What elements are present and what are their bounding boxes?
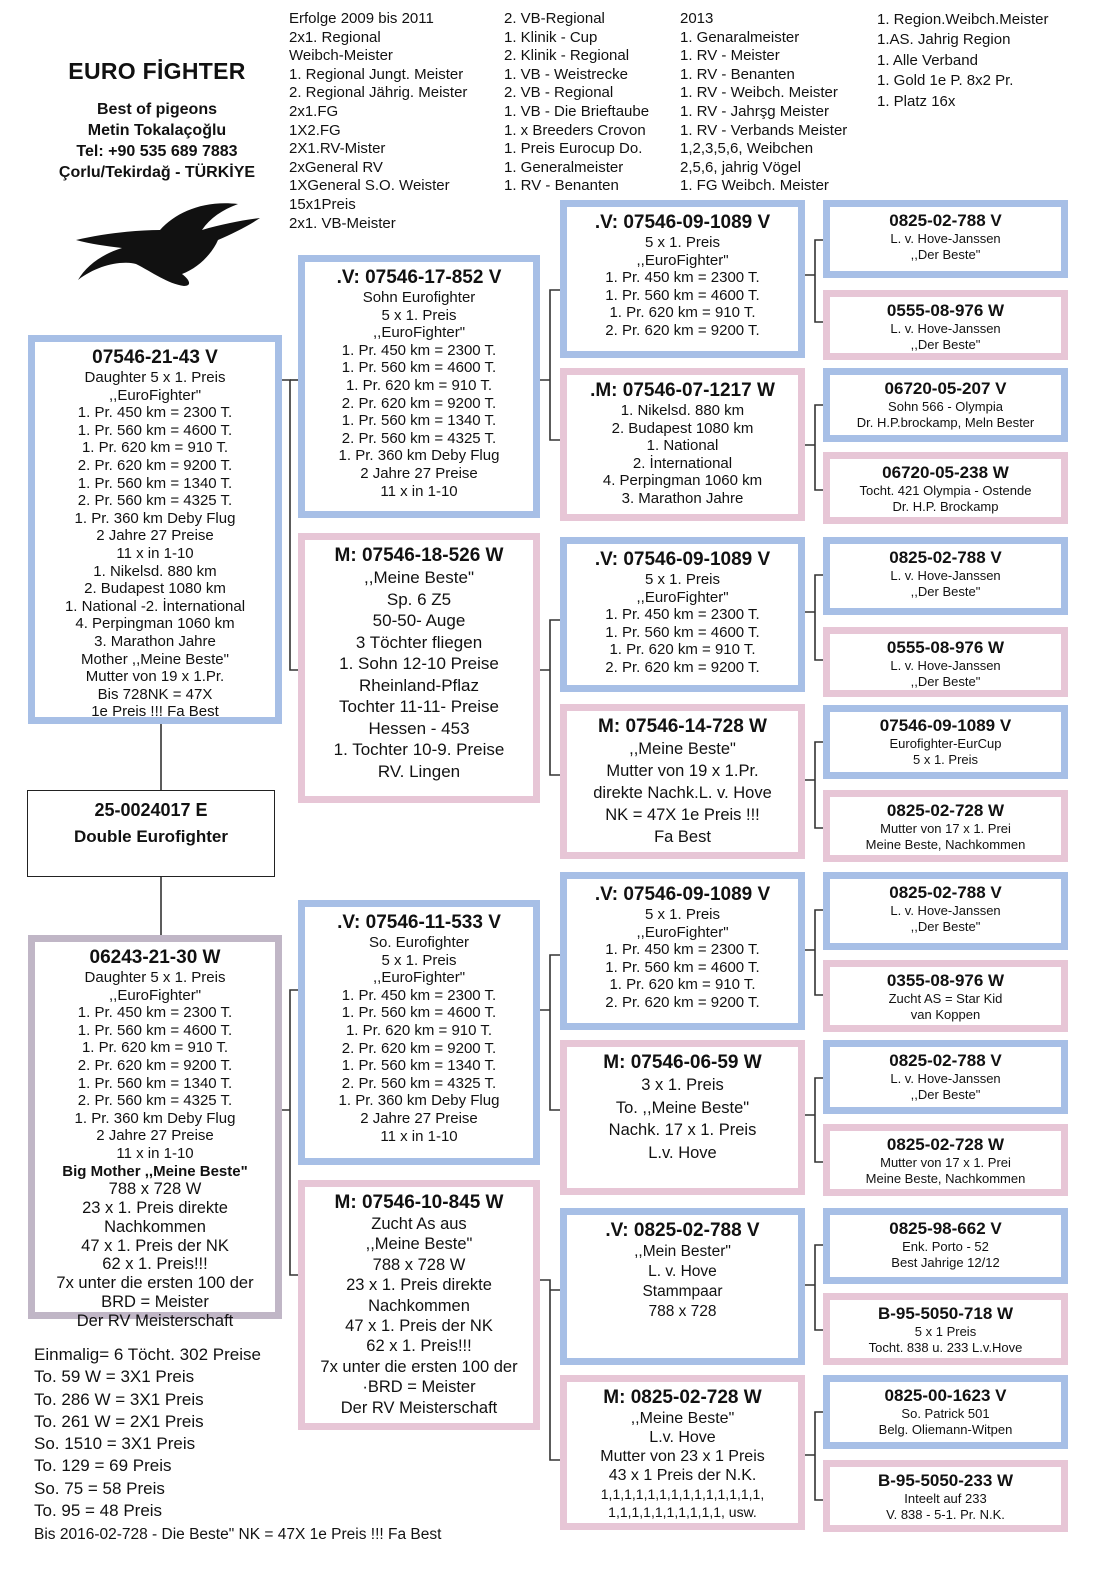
card-id: 0825-02-728 W bbox=[886, 801, 1005, 820]
card-line: Mutter von 19 x 1.Pr. bbox=[606, 762, 759, 780]
card-line: 1,1,1,1,1,1,1,1,1,1,1,1,1,1, bbox=[600, 1486, 765, 1502]
card-line: 2. Pr. 620 km = 9200 T. bbox=[605, 993, 760, 1011]
brand-owner: Metin Tokalaçoğlu bbox=[87, 122, 227, 139]
success-item: 1. Gold 1e P. 8x2 Pr. bbox=[877, 72, 1014, 90]
sire-line: 1. Pr. 360 km Deby Flug bbox=[74, 509, 236, 527]
card-line: Tocht. 421 Olympia - Ostende bbox=[859, 483, 1032, 498]
card-line: Enk. Porto - 52 bbox=[902, 1239, 989, 1254]
card-line: ,,EuroFighter" bbox=[372, 324, 466, 342]
gen4-card-5 bbox=[823, 537, 1068, 615]
card-line: ,,Der Beste" bbox=[910, 673, 981, 689]
card-line: Der RV Meisterschaft bbox=[340, 1398, 498, 1417]
card-line: ·BRD = Meister bbox=[362, 1378, 476, 1397]
success-item: 1. Regional Jungt. Meister bbox=[289, 65, 464, 83]
card-line: 23 x 1. Preis direkte bbox=[346, 1276, 492, 1295]
sire-line: 2. Pr. 560 km = 4325 T. bbox=[77, 492, 233, 510]
card-line: L. v. Hove bbox=[648, 1263, 717, 1280]
card-line: 1. Pr. 560 km = 1340 T. bbox=[341, 412, 497, 430]
dam-line: 2. Pr. 620 km = 9200 T. bbox=[77, 1056, 233, 1074]
success-item: 2. Klinik - Regional bbox=[504, 47, 630, 65]
dam-line: 23 x 1. Preis direkte bbox=[82, 1198, 228, 1217]
card-line: 2 Jahre 27 Preise bbox=[360, 1109, 478, 1127]
card-line: 62 x 1. Preis!!! bbox=[366, 1337, 472, 1356]
grandsire-paternal-card bbox=[298, 255, 540, 518]
subject-card bbox=[27, 790, 275, 877]
card-line: Eurofighter-EurCup bbox=[889, 736, 1002, 751]
card-id: 0555-08-976 W bbox=[886, 638, 1005, 657]
card-line: 1. Sohn 12-10 Preise bbox=[339, 654, 499, 673]
card-line: Mutter von 17 x 1. Prei bbox=[880, 821, 1011, 836]
dam-line: 1. Pr. 560 km = 1340 T. bbox=[77, 1074, 233, 1092]
card-line: 1,1,1,1,1,1,1,1,1,1, usw. bbox=[608, 1504, 757, 1520]
gen4-card-2 bbox=[823, 290, 1068, 360]
note-line: To. 129 = 69 Preis bbox=[34, 1456, 172, 1476]
gen3-card-7 bbox=[560, 1208, 805, 1365]
card-line: Sohn Eurofighter bbox=[362, 289, 476, 306]
sire-line: ,,EuroFighter" bbox=[108, 386, 202, 404]
gen3-card-2 bbox=[560, 368, 805, 521]
card-line: Tochter 11-11- Preise bbox=[339, 697, 499, 716]
dam-line: 1. Pr. 560 km = 4600 T. bbox=[77, 1021, 233, 1039]
note-line: To. 261 W = 2X1 Preis bbox=[34, 1411, 204, 1431]
card-line: Mutter von 23 x 1 Preis bbox=[600, 1448, 765, 1465]
card-line: ,,Der Beste" bbox=[910, 336, 981, 352]
success-item: 1. Preis Eurocup Do. bbox=[504, 140, 643, 158]
card-line: 1. Pr. 620 km = 910 T. bbox=[345, 1021, 493, 1039]
success-item: 1. RV - Verbands Meister bbox=[680, 121, 848, 139]
card-line: 1. Pr. 560 km = 4600 T. bbox=[605, 623, 760, 641]
sire-line: Daughter 5 x 1. Preis bbox=[84, 369, 226, 386]
card-line: 3 x 1. Preis bbox=[641, 1076, 724, 1094]
sire-line: 3. Marathon Jahre bbox=[94, 632, 216, 650]
success-item: 1. RV - Benanten bbox=[504, 177, 619, 195]
sire-line: 1. Pr. 560 km = 1340 T. bbox=[77, 474, 233, 492]
offspring-notes bbox=[34, 1344, 441, 1547]
note-line: So. 75 = 58 Preis bbox=[34, 1478, 165, 1498]
sire-line: 1. Nikelsd. 880 km bbox=[93, 562, 217, 580]
card-line: 1. Pr. 360 km Deby Flug bbox=[338, 447, 500, 465]
success-item: 2xGeneral RV bbox=[289, 158, 383, 176]
successes-column-4 bbox=[877, 10, 1048, 112]
success-item: 1. Generalmeister bbox=[504, 158, 624, 176]
card-line: 1. Pr. 450 km = 2300 T. bbox=[341, 341, 497, 359]
success-item: 1. Platz 16x bbox=[877, 92, 956, 110]
success-item: 2013 bbox=[680, 10, 714, 27]
card-id: M: 07546-06-59 W bbox=[603, 1052, 762, 1073]
card-id: 0825-02-788 V bbox=[889, 1051, 1002, 1070]
card-line: L. v. Hove-Janssen bbox=[890, 321, 1001, 336]
dam-line: 1. Pr. 360 km Deby Flug bbox=[74, 1109, 236, 1127]
success-item: 1X2.FG bbox=[289, 121, 341, 139]
success-item: 2. VB - Regional bbox=[504, 84, 614, 102]
card-line: L.v. Hove bbox=[648, 1143, 717, 1162]
card-line: Tocht. 838 u. 233 L.v.Hove bbox=[868, 1339, 1023, 1355]
card-id: .V: 07546-09-1089 V bbox=[594, 212, 771, 233]
success-item: 1. Genaralmeister bbox=[680, 28, 800, 46]
dam-bold-line: Big Mother ,,Meine Beste" bbox=[62, 1162, 248, 1180]
sire-card bbox=[28, 335, 282, 724]
successes-column-1 bbox=[289, 10, 467, 233]
card-id: .M: 07546-07-1217 W bbox=[590, 380, 775, 401]
card-line: ,,EuroFighter" bbox=[636, 588, 729, 606]
card-line: 3 Töchter fliegen bbox=[355, 632, 483, 652]
success-item: 1. Alle Verband bbox=[877, 51, 978, 69]
dam-line: ,,EuroFighter" bbox=[108, 986, 202, 1004]
card-line: Dr. H.P.brockamp, Meln Bester bbox=[856, 414, 1035, 430]
card-line: 1. Pr. 450 km = 2300 T. bbox=[341, 986, 497, 1004]
dam-line: Daughter 5 x 1. Preis bbox=[84, 969, 226, 986]
card-line: 1. Pr. 620 km = 910 T. bbox=[609, 976, 756, 994]
card-line: ,,Mein Bester" bbox=[634, 1243, 731, 1260]
sire-line: 1. Pr. 560 km = 4600 T. bbox=[77, 421, 233, 439]
successes-column-3 bbox=[680, 10, 847, 196]
success-item: 1. x Breeders Crovon bbox=[504, 121, 646, 139]
card-line: Inteelt auf 233 bbox=[904, 1491, 987, 1506]
sire-line: 2. Pr. 620 km = 9200 T. bbox=[77, 456, 233, 474]
card-line: L.v. Hove bbox=[649, 1429, 716, 1446]
success-item: 1XGeneral S.O. Weister bbox=[289, 177, 450, 195]
card-line: V. 838 - 5-1. Pr. N.K. bbox=[886, 1506, 1005, 1522]
gen4-card-11 bbox=[823, 1040, 1068, 1114]
card-line: ,,EuroFighter" bbox=[372, 969, 466, 987]
gen4-card-3 bbox=[823, 368, 1068, 442]
card-line: 7x unter die ersten 100 der bbox=[320, 1357, 518, 1376]
card-id: 0825-02-788 V bbox=[889, 211, 1002, 230]
subject-name: Double Eurofighter bbox=[74, 827, 228, 846]
sire-line: Mutter von 19 x 1.Pr. bbox=[85, 668, 225, 686]
card-id: M: 0825-02-728 W bbox=[603, 1387, 762, 1408]
gen4-card-10 bbox=[823, 960, 1068, 1032]
card-line: 1. Nikelsd. 880 km bbox=[620, 402, 745, 419]
card-line: Belg. Oliemann-Witpen bbox=[878, 1421, 1013, 1437]
gen4-card-8 bbox=[823, 790, 1068, 862]
card-id: 0825-98-662 V bbox=[889, 1219, 1002, 1238]
card-id: .V: 07546-11-533 V bbox=[337, 912, 501, 933]
card-line: 1. Tochter 10-9. Preise bbox=[333, 740, 505, 759]
card-id: M: 07546-14-728 W bbox=[598, 716, 767, 737]
card-line: 1. Pr. 560 km = 4600 T. bbox=[605, 958, 760, 976]
card-id: 07546-09-1089 V bbox=[879, 716, 1012, 735]
success-item: Weibch-Meister bbox=[289, 47, 393, 65]
success-item: 1. RV - Meister bbox=[680, 47, 780, 65]
success-item: 2,5,6, jahrig Vögel bbox=[680, 158, 801, 176]
card-line: 1. Pr. 450 km = 2300 T. bbox=[605, 269, 760, 287]
card-line: Sp. 6 Z5 bbox=[386, 589, 452, 609]
card-line: 4. Perpingman 1060 km bbox=[602, 472, 763, 490]
card-id: .V: 0825-02-788 V bbox=[605, 1220, 760, 1241]
dam-line: 788 x 728 W bbox=[108, 1180, 202, 1199]
note-summary: Bis 2016-02-728 - Die Beste" NK = 47X 1e Preis !!! Fa Best bbox=[34, 1526, 442, 1544]
card-line: NK = 47X 1e Preis !!! bbox=[605, 806, 760, 824]
sire-line: 2. Budapest 1080 km bbox=[84, 580, 226, 598]
sire-line: 1. Pr. 450 km = 2300 T. bbox=[77, 404, 233, 422]
gen3-card-3 bbox=[560, 537, 805, 692]
card-line: So. Eurofighter bbox=[368, 934, 470, 951]
dam-line: Der RV Meisterschaft bbox=[76, 1311, 234, 1330]
breeder-brand bbox=[26, 58, 288, 183]
card-line: Meine Beste, Nachkommen bbox=[865, 836, 1026, 852]
gen3-card-6 bbox=[560, 1040, 805, 1195]
card-id: .V: 07546-09-1089 V bbox=[594, 549, 771, 570]
sire-line: 4. Perpingman 1060 km bbox=[75, 615, 235, 633]
card-line: 5 x 1. Preis bbox=[644, 571, 721, 588]
gen4-card-7 bbox=[823, 705, 1068, 779]
card-line: ,,Meine Beste" bbox=[630, 1410, 735, 1427]
card-id: .V: 07546-17-852 V bbox=[336, 267, 502, 288]
dam-line: 1. Pr. 620 km = 910 T. bbox=[81, 1039, 229, 1057]
card-id: 06720-05-207 V bbox=[884, 379, 1007, 398]
dam-id: 06243-21-30 W bbox=[89, 947, 221, 968]
success-item: 2X1.RV-Mister bbox=[289, 140, 386, 158]
card-line: 1. Pr. 560 km = 4600 T. bbox=[341, 1004, 497, 1022]
card-id: 0825-02-788 V bbox=[889, 548, 1002, 567]
gen4-card-12 bbox=[823, 1124, 1068, 1196]
card-line: To. ,,Meine Beste" bbox=[615, 1098, 750, 1117]
card-line: direkte Nachk.L. v. Hove bbox=[593, 784, 772, 802]
card-line: 5 x 1 Preis bbox=[914, 1324, 977, 1339]
card-line: 2. İnternational bbox=[632, 454, 733, 472]
success-item: 2x1. VB-Meister bbox=[289, 214, 396, 232]
gen4-card-16 bbox=[823, 1460, 1068, 1532]
dam-line: 2. Pr. 560 km = 4325 T. bbox=[77, 1092, 233, 1110]
success-item: 1. VB - Weistrecke bbox=[504, 65, 628, 83]
card-id: B-95-5050-233 W bbox=[877, 1471, 1014, 1490]
dam-line: Nachkommen bbox=[104, 1217, 206, 1236]
card-line: van Koppen bbox=[910, 1006, 981, 1022]
card-line: ,,Der Beste" bbox=[910, 918, 981, 934]
card-line: 1. Pr. 360 km Deby Flug bbox=[338, 1092, 500, 1110]
success-item: 2x1.FG bbox=[289, 102, 339, 120]
card-line: Stammpaar bbox=[642, 1283, 723, 1300]
success-item: 1. RV - Benanten bbox=[680, 65, 795, 83]
card-line: L. v. Hove-Janssen bbox=[890, 1071, 1001, 1086]
card-id: 0355-08-976 W bbox=[886, 971, 1005, 990]
success-item: 15x1Preis bbox=[289, 195, 356, 213]
card-id: 0825-02-788 V bbox=[889, 883, 1002, 902]
card-line: 2. Pr. 560 km = 4325 T. bbox=[341, 429, 497, 447]
success-item: 1.AS. Jahrig Region bbox=[877, 31, 1011, 49]
card-line: 1. Pr. 560 km = 1340 T. bbox=[341, 1057, 497, 1075]
card-line: ,,EuroFighter" bbox=[636, 923, 729, 941]
note-line: To. 95 = 48 Preis bbox=[34, 1501, 163, 1521]
card-line: ,,EuroFighter" bbox=[636, 251, 729, 269]
card-line: ,,Der Beste" bbox=[910, 583, 981, 599]
card-line: L. v. Hove-Janssen bbox=[890, 903, 1001, 918]
card-id: 0825-02-728 W bbox=[886, 1135, 1005, 1154]
card-line: 2. Budapest 1080 km bbox=[611, 419, 754, 437]
card-line: 2. Pr. 620 km = 9200 T. bbox=[605, 321, 760, 339]
dam-line: 7x unter die ersten 100 der bbox=[56, 1274, 254, 1293]
card-line: Fa Best bbox=[654, 828, 711, 846]
gen4-card-15 bbox=[823, 1375, 1068, 1449]
card-line: 788 x 728 W bbox=[372, 1255, 466, 1274]
card-id: B-95-5050-718 W bbox=[877, 1304, 1014, 1323]
card-line: 11 x in 1-10 bbox=[380, 1127, 458, 1145]
note-line: To. 59 W = 3X1 Preis bbox=[34, 1367, 195, 1387]
card-id: .V: 07546-09-1089 V bbox=[594, 884, 771, 905]
dove-logo-icon bbox=[72, 200, 262, 288]
card-line: Rheinland-Pflaz bbox=[358, 675, 479, 695]
sire-id: 07546-21-43 V bbox=[92, 347, 218, 368]
card-line: 788 x 728 bbox=[648, 1303, 717, 1320]
card-id: M: 07546-10-845 W bbox=[334, 1192, 504, 1213]
dam-line: 2 Jahre 27 Preise bbox=[96, 1127, 214, 1145]
card-line: ,,Meine Beste" bbox=[364, 568, 474, 587]
gen3-card-4 bbox=[560, 704, 805, 859]
card-line: Meine Beste, Nachkommen bbox=[865, 1170, 1026, 1186]
granddam-paternal-card bbox=[298, 533, 540, 803]
card-line: 5 x 1. Preis bbox=[644, 906, 721, 923]
card-line: L. v. Hove-Janssen bbox=[890, 231, 1001, 246]
sire-line: 1. National -2. İnternational bbox=[64, 597, 246, 615]
card-line: 47 x 1. Preis der NK bbox=[345, 1317, 493, 1336]
card-line: L. v. Hove-Janssen bbox=[890, 658, 1001, 673]
success-item: 1. RV - Weibch. Meister bbox=[680, 84, 838, 102]
dam-line: 11 x in 1-10 bbox=[116, 1144, 194, 1162]
dam-line: 62 x 1. Preis!!! bbox=[102, 1255, 208, 1274]
grandsire-maternal-card bbox=[298, 900, 540, 1165]
card-line: Zucht As aus bbox=[371, 1215, 467, 1233]
brand-location: Çorlu/Tekirdağ - TÜRKİYE bbox=[58, 164, 256, 181]
brand-phone: Tel: +90 535 689 7883 bbox=[76, 143, 238, 160]
card-line: 1. Pr. 560 km = 4600 T. bbox=[341, 359, 497, 377]
card-line: 1. Pr. 620 km = 910 T. bbox=[609, 304, 756, 322]
card-line: 1. Pr. 450 km = 2300 T. bbox=[605, 941, 760, 959]
card-line: ,,Der Beste" bbox=[910, 1086, 981, 1102]
card-line: RV. Lingen bbox=[377, 761, 461, 781]
successes-column-2 bbox=[504, 10, 649, 196]
card-id: M: 07546-18-526 W bbox=[334, 545, 504, 566]
card-line: Best Jahrige 12/12 bbox=[891, 1254, 1000, 1270]
card-line: 1. Pr. 620 km = 910 T. bbox=[609, 641, 756, 659]
success-item: 1. VB - Die Brieftaube bbox=[504, 102, 650, 120]
card-line: 5 x 1. Preis bbox=[381, 951, 457, 969]
card-line: ,,Meine Beste" bbox=[365, 1235, 473, 1254]
card-line: Nachk. 17 x 1. Preis bbox=[608, 1121, 757, 1139]
gen3-card-1 bbox=[560, 200, 805, 358]
gen4-card-4 bbox=[823, 452, 1068, 524]
card-line: 2. Pr. 620 km = 9200 T. bbox=[605, 658, 760, 676]
success-item: 2x1. Regional bbox=[289, 28, 381, 46]
card-id: 0825-00-1623 V bbox=[884, 1386, 1007, 1405]
card-line: 2. Pr. 560 km = 4325 T. bbox=[341, 1074, 497, 1092]
sire-line: 1e Preis !!! Fa Best bbox=[91, 703, 219, 721]
card-line: Nachkommen bbox=[368, 1296, 470, 1315]
note-line: So. 1510 = 3X1 Preis bbox=[34, 1434, 196, 1454]
success-item: 1. RV - Jahrşg Meister bbox=[680, 102, 829, 120]
success-item: Erfolge 2009 bis 2011 bbox=[289, 10, 434, 27]
success-item: 1,2,3,5,6, Weibchen bbox=[680, 140, 814, 158]
card-line: 5 x 1. Preis bbox=[644, 234, 721, 251]
success-item: 1. Klinik - Cup bbox=[504, 28, 598, 46]
card-line: So. Patrick 501 bbox=[901, 1406, 990, 1421]
sire-line: 1. Pr. 620 km = 910 T. bbox=[81, 439, 229, 457]
card-line: Dr. H.P. Brockamp bbox=[892, 498, 999, 514]
brand-title: EURO FİGHTER bbox=[68, 58, 246, 84]
gen4-card-9 bbox=[823, 872, 1068, 950]
note-line: To. 286 W = 3X1 Preis bbox=[34, 1389, 204, 1409]
card-line: 2. Pr. 620 km = 9200 T. bbox=[341, 394, 497, 412]
card-line: 43 x 1 Preis der N.K. bbox=[608, 1467, 757, 1484]
gen3-card-5 bbox=[560, 872, 805, 1030]
gen4-card-1 bbox=[823, 200, 1068, 278]
success-item: 2. VB-Regional bbox=[504, 10, 605, 27]
card-line: Hessen - 453 bbox=[368, 718, 470, 738]
sire-line: Mother ,,Meine Beste" bbox=[81, 650, 229, 668]
card-id: 06720-05-238 W bbox=[882, 463, 1009, 482]
card-line: Mutter von 17 x 1. Prei bbox=[880, 1155, 1011, 1170]
dam-line: 47 x 1. Preis der NK bbox=[81, 1236, 229, 1255]
sire-line: 11 x in 1-10 bbox=[116, 544, 194, 562]
sire-line: 2 Jahre 27 Preise bbox=[96, 527, 214, 545]
card-line: 1. National bbox=[646, 437, 719, 455]
card-line: 5 x 1. Preis bbox=[912, 751, 979, 767]
note-line: Einmalig= 6 Töcht. 302 Preise bbox=[34, 1345, 261, 1364]
card-line: ,,Der Beste" bbox=[910, 246, 981, 262]
card-line: 1. Pr. 620 km = 910 T. bbox=[345, 376, 493, 394]
brand-line: Best of pigeons bbox=[96, 101, 217, 118]
card-line: 1. Pr. 560 km = 4600 T. bbox=[605, 286, 760, 304]
dam-line: 1. Pr. 450 km = 2300 T. bbox=[77, 1004, 233, 1022]
card-line: Sohn 566 - Olympia bbox=[888, 399, 1003, 414]
success-item: 2. Regional Jährig. Meister bbox=[289, 84, 468, 102]
card-line: 2. Pr. 620 km = 9200 T. bbox=[341, 1039, 497, 1057]
sire-line: Bis 728NK = 47X bbox=[97, 685, 213, 703]
dam-line: BRD = Meister bbox=[101, 1292, 209, 1311]
card-line: Zucht AS = Star Kid bbox=[888, 991, 1003, 1006]
success-item: 1. FG Weibch. Meister bbox=[680, 177, 829, 195]
subject-id: 25-0024017 E bbox=[94, 800, 208, 820]
card-line: 5 x 1. Preis bbox=[381, 306, 457, 324]
card-id: 0555-08-976 W bbox=[886, 301, 1005, 320]
gen4-card-13 bbox=[823, 1208, 1068, 1284]
gen4-card-6 bbox=[823, 627, 1068, 697]
card-line: 2 Jahre 27 Preise bbox=[360, 464, 478, 482]
dam-card bbox=[28, 935, 282, 1330]
card-line: 11 x in 1-10 bbox=[380, 482, 458, 500]
card-line: L. v. Hove-Janssen bbox=[890, 568, 1001, 583]
gen4-card-14 bbox=[823, 1293, 1068, 1365]
gen3-card-8 bbox=[560, 1375, 805, 1530]
card-line: 1. Pr. 450 km = 2300 T. bbox=[605, 606, 760, 624]
card-line: ,,Meine Beste" bbox=[629, 740, 736, 758]
card-line: 3. Marathon Jahre bbox=[621, 489, 744, 507]
success-item: 1. Region.Weibch.Meister bbox=[877, 11, 1049, 28]
card-line: 50-50- Auge bbox=[372, 611, 466, 630]
